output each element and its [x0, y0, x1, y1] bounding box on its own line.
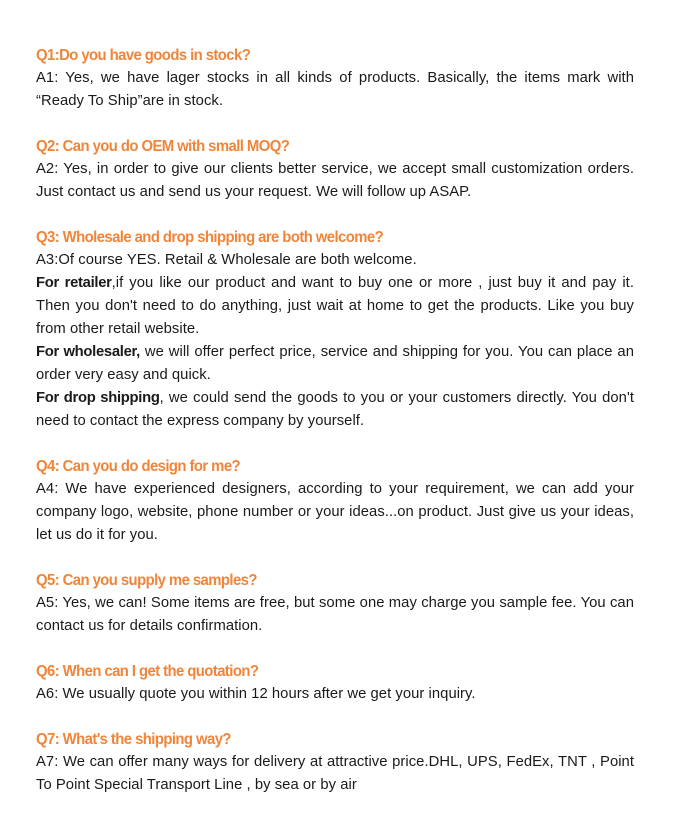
- question-q3: Q3: Wholesale and drop shipping are both welcome?: [36, 229, 384, 246]
- answer-a3-dropship: [36, 387, 634, 433]
- question-q7: Q7: What's the shipping way?: [36, 731, 231, 748]
- answer-a3-retailer: [36, 272, 634, 341]
- faq-item-q1: [36, 44, 634, 113]
- dropship-label: For drop shipping: [36, 390, 160, 406]
- question-q2: Q2: Can you do OEM with small MOQ?: [36, 138, 290, 155]
- faq-item-q4: [36, 455, 634, 547]
- faq-item-q3: [36, 226, 634, 433]
- answer-a3-intro: A3:Of course YES. Retail & Wholesale are both welcome.: [36, 252, 417, 268]
- dropship-text: , we could send the goods to you or your customers directly. You don't need to contact the express company by yourself.: [36, 390, 634, 429]
- faq-item-q6: [36, 660, 634, 706]
- answer-a4: A4: We have experienced designers, according to your requirement, we can add your company logo, website, phone number or your ideas...on product. Just give us your ideas, let us do it for you.: [36, 481, 634, 543]
- faq-item-q2: [36, 135, 634, 204]
- faq-item-q7: [36, 728, 634, 797]
- question-q5: Q5: Can you supply me samples?: [36, 572, 257, 589]
- answer-a3-wholesaler: [36, 341, 634, 387]
- question-q4: Q4: Can you do design for me?: [36, 458, 241, 475]
- faq-item-q5: [36, 569, 634, 638]
- answer-a1: A1: Yes, we have lager stocks in all kinds of products. Basically, the items mark with “Ready To Ship”are in stock.: [36, 70, 634, 109]
- retailer-text: ,if you like our product and want to buy one or more , just buy it and pay it. Then you don't need to do anything, just wait at home to get the products. Like you buy from other retail website.: [36, 275, 634, 337]
- answer-a6: A6: We usually quote you within 12 hours after we get your inquiry.: [36, 686, 476, 702]
- question-q6: Q6: When can I get the quotation?: [36, 663, 259, 680]
- answer-a2: A2: Yes, in order to give our clients better service, we accept small customization orders. Just contact us and send us your request. We will follow up ASAP.: [36, 161, 634, 200]
- wholesaler-text: we will offer perfect price, service and shipping for you. You can place an order very easy and quick.: [36, 344, 634, 383]
- answer-a5: A5: Yes, we can! Some items are free, but some one may charge you sample fee. You can contact us for details confirmation.: [36, 595, 634, 634]
- retailer-label: For retailer: [36, 275, 112, 291]
- wholesaler-label: For wholesaler,: [36, 344, 140, 360]
- answer-a7: A7: We can offer many ways for delivery at attractive price.DHL, UPS, FedEx, TNT , Point To Point Special Transport Line , by sea or by air: [36, 754, 634, 793]
- question-q1: Q1:Do you have goods in stock?: [36, 47, 251, 64]
